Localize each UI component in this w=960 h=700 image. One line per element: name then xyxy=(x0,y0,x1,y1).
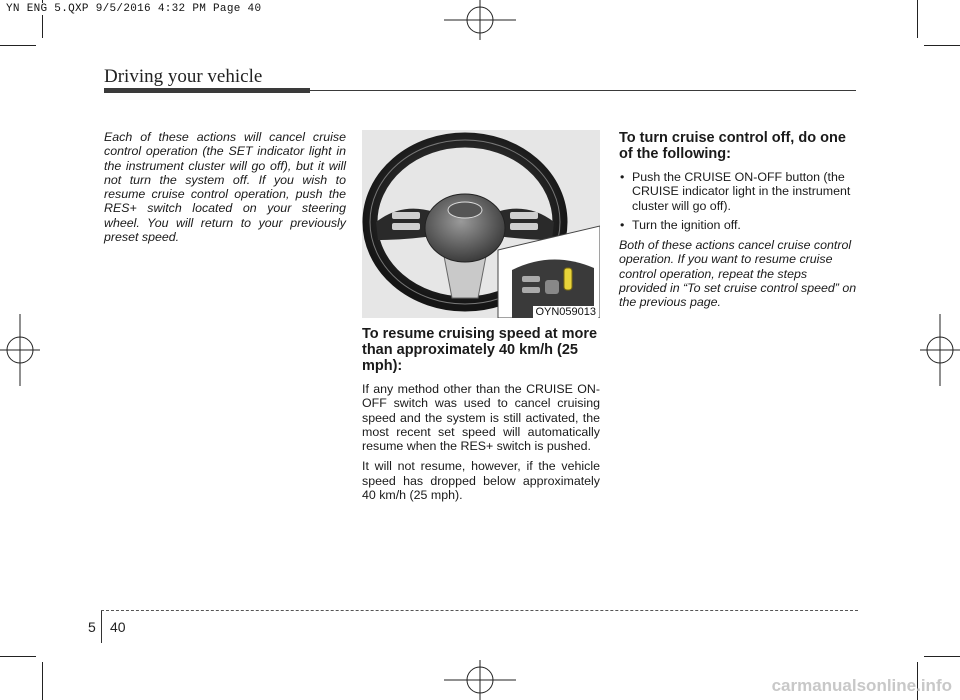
header-rule-thin xyxy=(310,90,856,91)
column-middle xyxy=(362,326,600,508)
turn-off-list xyxy=(619,170,857,232)
print-slug-line: YN ENG 5.QXP 9/5/2016 4:32 PM Page 40 xyxy=(6,3,262,15)
steering-wheel-illustration xyxy=(362,130,600,318)
resume-paragraph-2: It will not resume, however, if the vehicle speed has dropped below approximately 40 km/h (25 mph). xyxy=(362,459,600,503)
column-right xyxy=(619,130,857,316)
footer-dashed-rule xyxy=(101,610,858,611)
watermark: carmanualsonline.info xyxy=(771,676,952,695)
turn-off-heading: To turn cruise control off, do one of the following: xyxy=(619,130,846,162)
footer-divider xyxy=(101,611,102,643)
section-header-title: Driving your vehicle xyxy=(104,66,263,87)
list-item: • Turn the ignition off. xyxy=(619,218,857,232)
switch-detail-inset xyxy=(498,226,600,318)
figure-code: OYN059013 xyxy=(535,306,596,318)
list-item: • Push the CRUISE ON-OFF button (the CRUISE indicator light in the instrument cluster will go off). xyxy=(619,170,857,213)
turn-off-note: Both of these actions cancel cruise control operation. If you want to resume cruise control operation, repeat the steps provided in “To set cruise control speed” on the previous page. xyxy=(619,238,857,310)
resume-paragraph-1: If any method other than the CRUISE ON-OFF switch was used to cancel cruising speed and the system is still activated, the most recent set speed will automatically resume when the RES+ switch is pushed. xyxy=(362,382,600,454)
column-left xyxy=(104,130,346,250)
cancel-note-paragraph: Each of these actions will cancel cruise control operation (the SET indicator light in the instrument cluster will go off), but it will not turn the system off. If you wish to resume cruise control operation, push the RES+ switch located on your steering wheel. You will return to your previously preset speed. xyxy=(104,130,346,245)
steering-wheel-figure xyxy=(362,130,600,318)
page-number: 40 xyxy=(110,619,126,635)
resume-speed-heading: To resume cruising speed at more than approximately 40 km/h (25 mph): xyxy=(362,326,598,374)
header-rule-thick xyxy=(104,88,310,93)
section-number: 5 xyxy=(88,619,96,635)
